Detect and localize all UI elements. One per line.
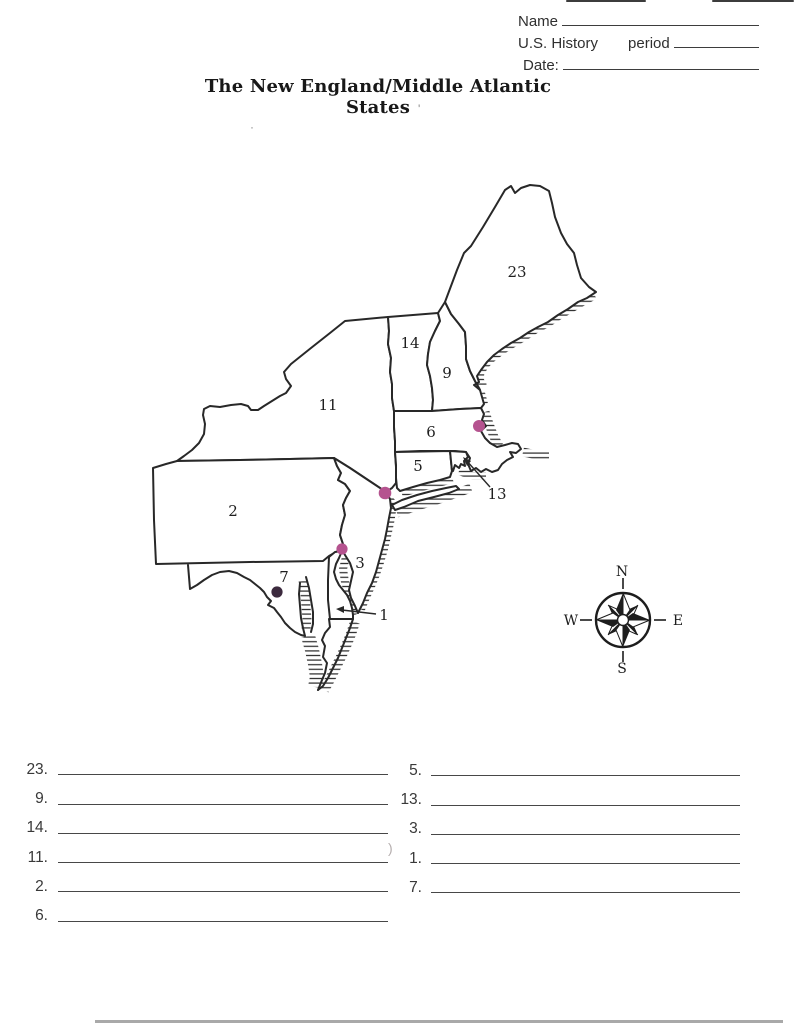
lower-chesapeake-hatching (308, 636, 317, 687)
cape-cod-hatching (523, 452, 549, 455)
state-pennsylvania (153, 458, 350, 564)
period-label: period (628, 35, 670, 52)
baltimore-dot (271, 586, 282, 597)
page-title: The New England/Middle Atlantic States (204, 76, 552, 118)
answer-blank-line (58, 833, 388, 834)
answer-row (0, 898, 396, 927)
answer-number: 1. (409, 849, 422, 867)
answer-blank-line (58, 921, 388, 922)
answer-row (396, 870, 758, 899)
answer-blank-line (431, 892, 740, 893)
answer-number: 13. (400, 791, 422, 809)
label-maryland: 7 (279, 568, 289, 586)
answer-blank-line (431, 805, 740, 806)
label-new-hampshire: 9 (442, 364, 452, 382)
answer-column-right (396, 753, 758, 899)
answer-row (396, 782, 758, 811)
chesapeake-bay-hatching (303, 581, 307, 630)
answer-blank-line (58, 774, 388, 775)
scan-speck: ' (418, 102, 421, 116)
answer-row (0, 840, 396, 869)
compass-east-label: E (672, 613, 684, 629)
philadelphia-dot (336, 543, 347, 554)
answer-number: 6. (35, 907, 48, 925)
label-new-jersey: 3 (355, 554, 365, 572)
answer-row (0, 781, 396, 810)
answer-number: 23. (26, 760, 48, 778)
answer-number: 7. (409, 878, 422, 896)
answer-blank-line (58, 804, 388, 805)
compass-west-label: W (563, 613, 579, 629)
label-rhode-island: 13 (487, 485, 507, 503)
compass-north-label: N (615, 564, 629, 580)
label-maine: 23 (507, 263, 527, 281)
answer-blank-line (58, 862, 388, 863)
label-connecticut: 5 (413, 457, 423, 475)
answer-blank-line (58, 891, 388, 892)
answer-row (396, 812, 758, 841)
label-massachusetts: 6 (426, 423, 436, 441)
states (153, 185, 596, 619)
label-delaware: 1 (379, 606, 389, 624)
answer-row (0, 811, 396, 840)
state-maine (445, 185, 596, 390)
answer-number: 5. (409, 761, 422, 779)
answer-row (396, 841, 758, 870)
nyc-dot (379, 487, 392, 500)
compass-south-label: S (617, 661, 627, 677)
label-pennsylvania: 2 (228, 502, 238, 520)
date-label: Date: (523, 57, 559, 74)
label-vermont: 14 (400, 334, 420, 352)
answer-blank-line (431, 775, 740, 776)
course-label: U.S. History (518, 35, 599, 52)
answer-row (0, 869, 396, 898)
boston-dot (473, 420, 485, 432)
answer-column-left (0, 752, 396, 928)
answer-number: 14. (26, 819, 48, 837)
scan-speck: · (250, 120, 254, 134)
compass-rose (564, 564, 683, 677)
name-label: Name (518, 13, 559, 30)
answer-number: 3. (409, 820, 422, 838)
scan-speck: ) (388, 840, 393, 856)
answer-blank-line (431, 863, 740, 864)
answer-row (0, 752, 396, 781)
label-new-york: 11 (318, 396, 338, 414)
answer-blank-line (431, 834, 740, 835)
answer-number: 2. (35, 877, 48, 895)
answer-row (396, 753, 758, 782)
answer-number: 11. (27, 848, 48, 866)
answer-number: 9. (35, 790, 48, 808)
